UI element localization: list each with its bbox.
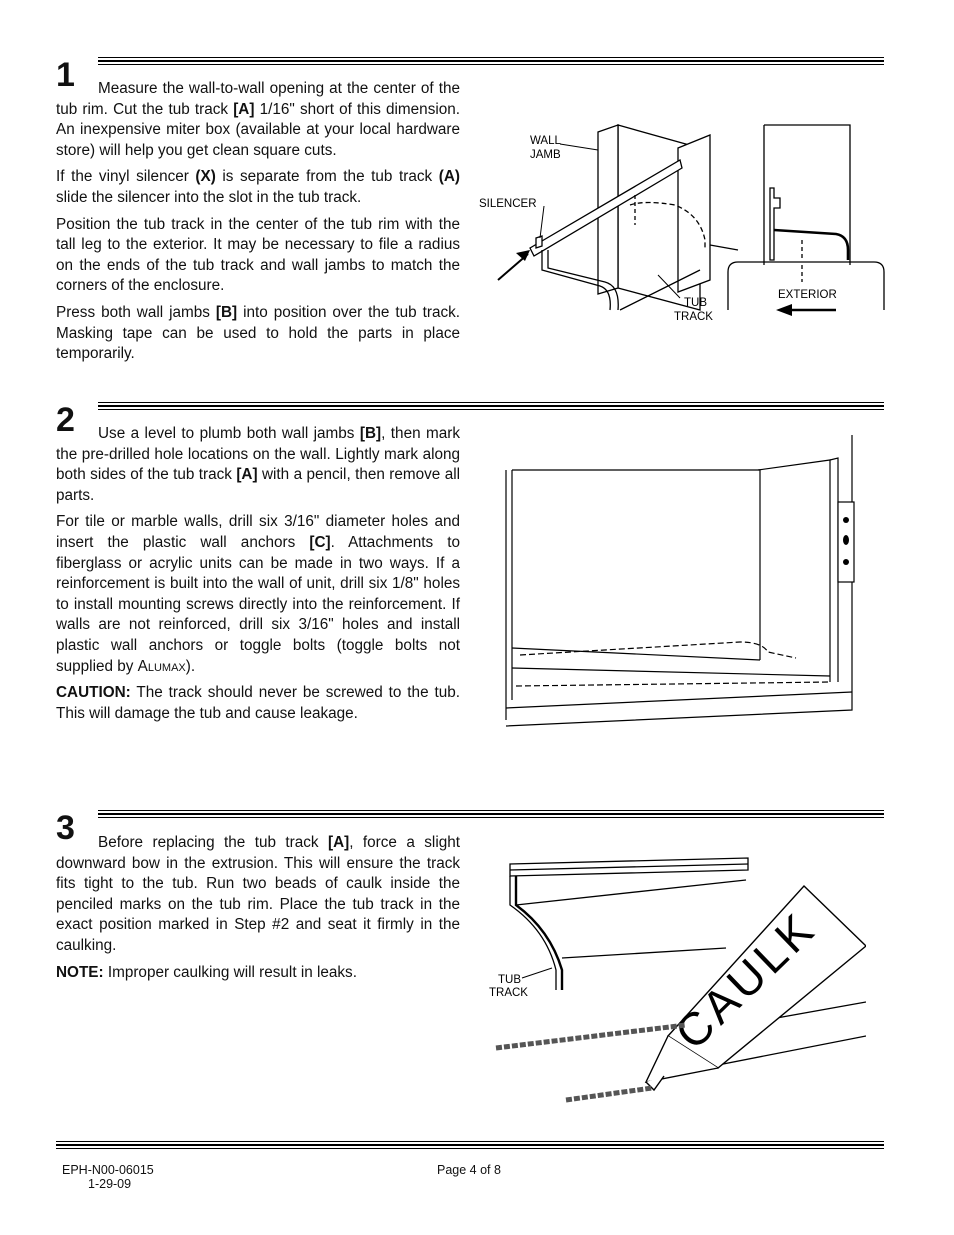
caulk-label: CAULK — [664, 901, 826, 1060]
doc-date: 1-29-09 — [88, 1177, 132, 1191]
step-3-divider — [98, 810, 884, 820]
step-1-number: 1 — [56, 56, 75, 94]
step-1-paragraph — [56, 79, 460, 161]
body-text: Press both wall jambs — [56, 303, 216, 321]
exterior-label: EXTERIOR — [778, 289, 837, 301]
tub-track-label-2: TRACK — [674, 311, 713, 323]
bold-text: (X) — [195, 168, 216, 186]
body-text: Before replacing the tub track — [98, 834, 328, 851]
body-text: , then mark the pre-drilled hole locations on the wall. Lightly mark along both sides of the tub track — [56, 425, 460, 484]
footer-divider — [56, 1141, 884, 1151]
bold-text: [A] — [327, 834, 350, 851]
body-text: is separate from the tub track — [215, 168, 439, 186]
body-text: For tile or marble walls, drill six 3/16" diameter holes and insert the plastic wall anchors — [56, 513, 460, 551]
step-2-number: 2 — [56, 401, 75, 439]
wall-jamb-label-2: JAMB — [530, 149, 561, 161]
bold-text: CAUTION: — [56, 684, 131, 702]
doc-number: EPH-N00-06015 — [62, 1163, 154, 1177]
step-3-number: 3 — [56, 809, 75, 847]
page-number: Page 4 of 8 — [437, 1163, 501, 1177]
step-1-paragraph — [56, 167, 460, 208]
step-1-paragraph — [56, 215, 460, 297]
step-2-paragraph — [56, 424, 460, 506]
bold-text: (A) — [438, 168, 460, 186]
step-2-paragraph — [56, 512, 460, 677]
step-3-paragraph — [56, 833, 460, 957]
step-2-paragraph — [56, 683, 460, 724]
body-text: The track should never be screwed to the tub. This will damage the tub and cause leakage. — [56, 684, 460, 722]
body-text: Use a level to plumb both wall jambs — [98, 425, 360, 442]
body-text: If the vinyl silencer — [56, 168, 196, 186]
body-text: Improper caulking will result in leaks. — [103, 963, 357, 981]
body-text: . Attachments to fiberglass or acrylic units can be made in two ways. If a reinforcement is built into the wall of unit, drill six 1/8" holes to install mounting screws directly into the reinforcement. If walls are not reinforced, drill six 3/16" holes and install plastic wall anchors or toggle bolts (toggle bolts not supplied by — [56, 533, 460, 675]
step-2-divider — [98, 402, 884, 412]
bold-text: [A] — [236, 466, 258, 484]
bold-text: NOTE: — [56, 963, 104, 981]
body-text: 1/16" short of this dimension. An inexpensive miter box (available at your local hardware store) will help you get clean square cuts. — [56, 100, 461, 159]
body-text: Position the tub track in the center of the tub rim with the tall leg to the exterior. It may be necessary to file a radius on the ends of the tub track and wall jambs to match the corners of the enclosure. — [56, 215, 460, 295]
body-text: Measure the wall-to-wall opening at the center of the tub rim. Cut the tub track — [56, 80, 460, 118]
body-text: with a pencil, then remove all parts. — [56, 466, 460, 504]
bold-text: [B] — [215, 303, 238, 321]
step-3-figure — [486, 850, 866, 1110]
body-text: , force a slight downward bow in the extrusion. This will ensure the track fits tight to the tub. Run two beads of caulk inside the penciled marks on the tub rim. Place the tub track in the exact position marked in Step #2 and seat it firmly in the caulking. — [56, 834, 460, 954]
step-1-paragraph — [56, 303, 460, 365]
step-3-paragraph — [56, 963, 460, 984]
brand-name: Alumax — [137, 657, 186, 675]
silencer-label: SILENCER — [479, 198, 537, 210]
bold-text: [C] — [309, 533, 331, 551]
bold-text: [A] — [233, 100, 255, 118]
step-1-text — [56, 79, 460, 371]
step-1-figure — [470, 120, 890, 335]
wall-jamb-label: WALL — [530, 135, 561, 147]
step-1-divider — [98, 57, 884, 67]
tub-track-label-3: TUB — [498, 974, 521, 986]
step-2-figure — [500, 430, 860, 730]
body-text: ). — [185, 657, 196, 675]
step-2-text — [56, 424, 460, 730]
tub-track-label: TUB — [684, 297, 707, 309]
tub-track-label-4: TRACK — [489, 987, 528, 999]
body-text: slide the silencer into the slot in the tub track. — [56, 188, 362, 206]
bold-text: [B] — [359, 425, 382, 442]
step-3-text — [56, 833, 460, 989]
body-text: into position over the tub track. Masking tape can be used to hold the parts in place temporarily. — [56, 303, 460, 363]
